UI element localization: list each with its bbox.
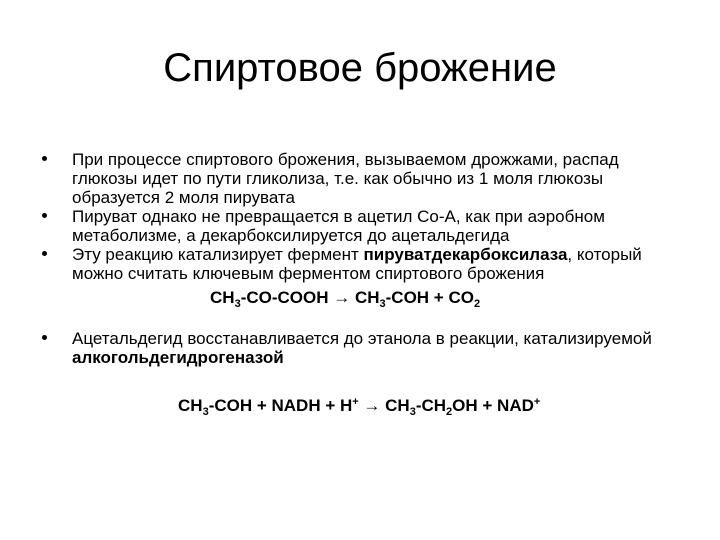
enzyme-name-pyruvate-decarboxylase: пируватдекарбоксилаза: [363, 245, 568, 264]
bullet-text-before: Эту реакцию катализирует фермент: [72, 245, 364, 264]
bullet-item-3: [42, 245, 682, 309]
reaction-formula-decarboxylation: $CH_3-CO$-COOH → $CH_3$-COH + $CO_2$: [210, 288, 481, 310]
bullet-item-2: [42, 207, 682, 245]
bullet-text-before: Ацетальдегид восстанавливается до этанола в реакции, катализируемой: [72, 329, 652, 348]
bullet-text-after: , который можно считать ключевым ферментом спиртового брожения: [72, 245, 642, 283]
bullet-item-4: [42, 329, 682, 367]
bullet-text: При процессе спиртового брожения, вызываемом дрожжами, распад глюкозы идет по пути гликолиза, т.е. как обычно из 1 моля глюкозы образуется 2 моля пирувата: [72, 150, 619, 207]
slide-content: [42, 150, 682, 417]
bullet-text: Пируват однако не превращается в ацетил Со-А, как при аэробном метаболизме, а декарбоксилируется до ацетальдегида: [72, 207, 605, 245]
enzyme-name-alcohol-dehydrogenase: алкогольдегидрогеназой: [72, 348, 284, 367]
bullet-dot: [42, 156, 47, 161]
bullet-dot: [42, 251, 47, 256]
bullet-dot: [42, 213, 47, 218]
bullet-dot: [42, 335, 47, 340]
reaction-formula-reduction: $CH_3$-COH + NADH + $H^+ \to CH_3-CH_2OH + NAD^+$: [178, 396, 541, 418]
slide-title: Спиртовое брожение: [163, 46, 557, 90]
bullet-item-1: [42, 150, 682, 207]
